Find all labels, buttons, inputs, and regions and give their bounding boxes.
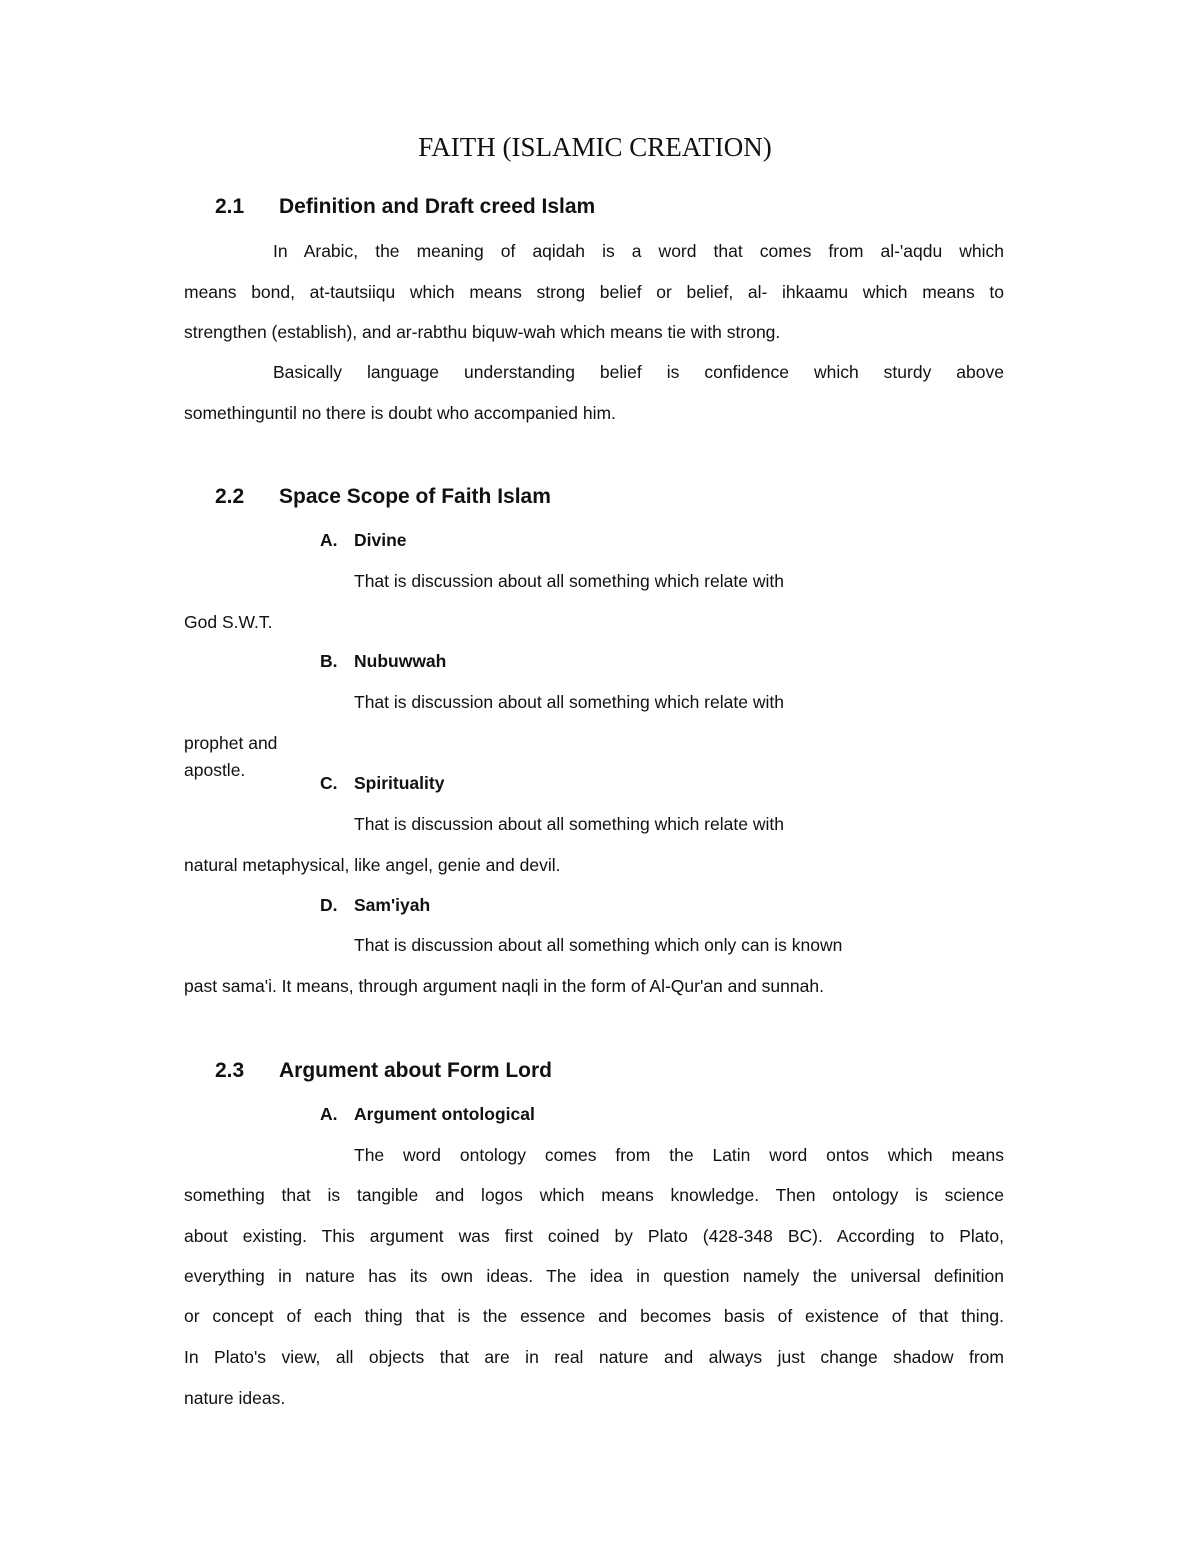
list-label: Spirituality — [354, 773, 445, 793]
paragraph-line: Basically language understanding belief is confidence which sturdy above — [273, 362, 1004, 382]
section-title: Argument about Form Lord — [279, 1059, 552, 1082]
list-label: Sam'iyah — [354, 895, 431, 915]
section-title: Definition and Draft creed Islam — [279, 195, 596, 218]
list-item-heading — [320, 651, 446, 672]
document-title: FAITH (ISLAMIC CREATION) — [418, 132, 772, 162]
section-number: 2.2 — [215, 485, 245, 508]
section-heading-2-2 — [215, 485, 551, 509]
paragraph-line: means bond, at-tautsiiqu which means strong belief or belief, al- ihkaamu which means to — [184, 282, 1004, 302]
list-item-continuation: past sama'i. It means, through argument naqli in the form of Al-Qur'an and sunnah. — [184, 976, 824, 996]
list-item-text: That is discussion about all something which relate with — [354, 571, 784, 591]
list-label: Argument ontological — [354, 1104, 535, 1124]
list-item-continuation: natural metaphysical, like angel, genie and devil. — [184, 855, 561, 875]
paragraph-line: or concept of each thing that is the essence and becomes basis of existence of that thing. — [184, 1306, 1004, 1326]
list-letter: C. — [320, 773, 338, 793]
paragraph-line: nature ideas. — [184, 1388, 286, 1408]
paragraph-line: In Arabic, the meaning of aqidah is a word that comes from al-'aqdu which — [273, 241, 1004, 261]
paragraph-line: everything in nature has its own ideas. The idea in question namely the universal definition — [184, 1266, 1004, 1286]
paragraph-line: somethinguntil no there is doubt who accompanied him. — [184, 403, 616, 423]
list-item-heading — [320, 773, 444, 794]
list-item-heading — [320, 530, 407, 551]
list-item-text: That is discussion about all something which relate with — [354, 814, 784, 834]
list-item-continuation: apostle. — [184, 760, 246, 780]
list-letter: D. — [320, 895, 338, 915]
section-number: 2.3 — [215, 1059, 245, 1082]
list-item-continuation: prophet and — [184, 733, 278, 753]
paragraph-line: something that is tangible and logos which means knowledge. Then ontology is science — [184, 1185, 1004, 1205]
list-item-continuation: God S.W.T. — [184, 612, 273, 632]
paragraph-line: The word ontology comes from the Latin word ontos which means — [354, 1145, 1004, 1165]
section-title: Space Scope of Faith Islam — [279, 485, 551, 508]
section-heading-2-1 — [215, 195, 595, 219]
paragraph-line: about existing. This argument was first coined by Plato (428-348 BC). According to Plato, — [184, 1226, 1004, 1246]
paragraph-line: In Plato's view, all objects that are in real nature and always just change shadow from — [184, 1347, 1004, 1367]
paragraph-line: strengthen (establish), and ar-rabthu biquw-wah which means tie with strong. — [184, 322, 781, 342]
list-item-heading — [320, 895, 430, 916]
list-item-text: That is discussion about all something which only can is known — [354, 935, 843, 955]
section-heading-2-3 — [215, 1059, 552, 1083]
list-item-heading — [320, 1104, 535, 1125]
list-letter: A. — [320, 530, 338, 550]
list-letter: B. — [320, 651, 338, 671]
list-label: Nubuwwah — [354, 651, 447, 671]
list-label: Divine — [354, 530, 407, 550]
list-item-text: That is discussion about all something which relate with — [354, 692, 784, 712]
section-number: 2.1 — [215, 195, 245, 218]
list-letter: A. — [320, 1104, 338, 1124]
